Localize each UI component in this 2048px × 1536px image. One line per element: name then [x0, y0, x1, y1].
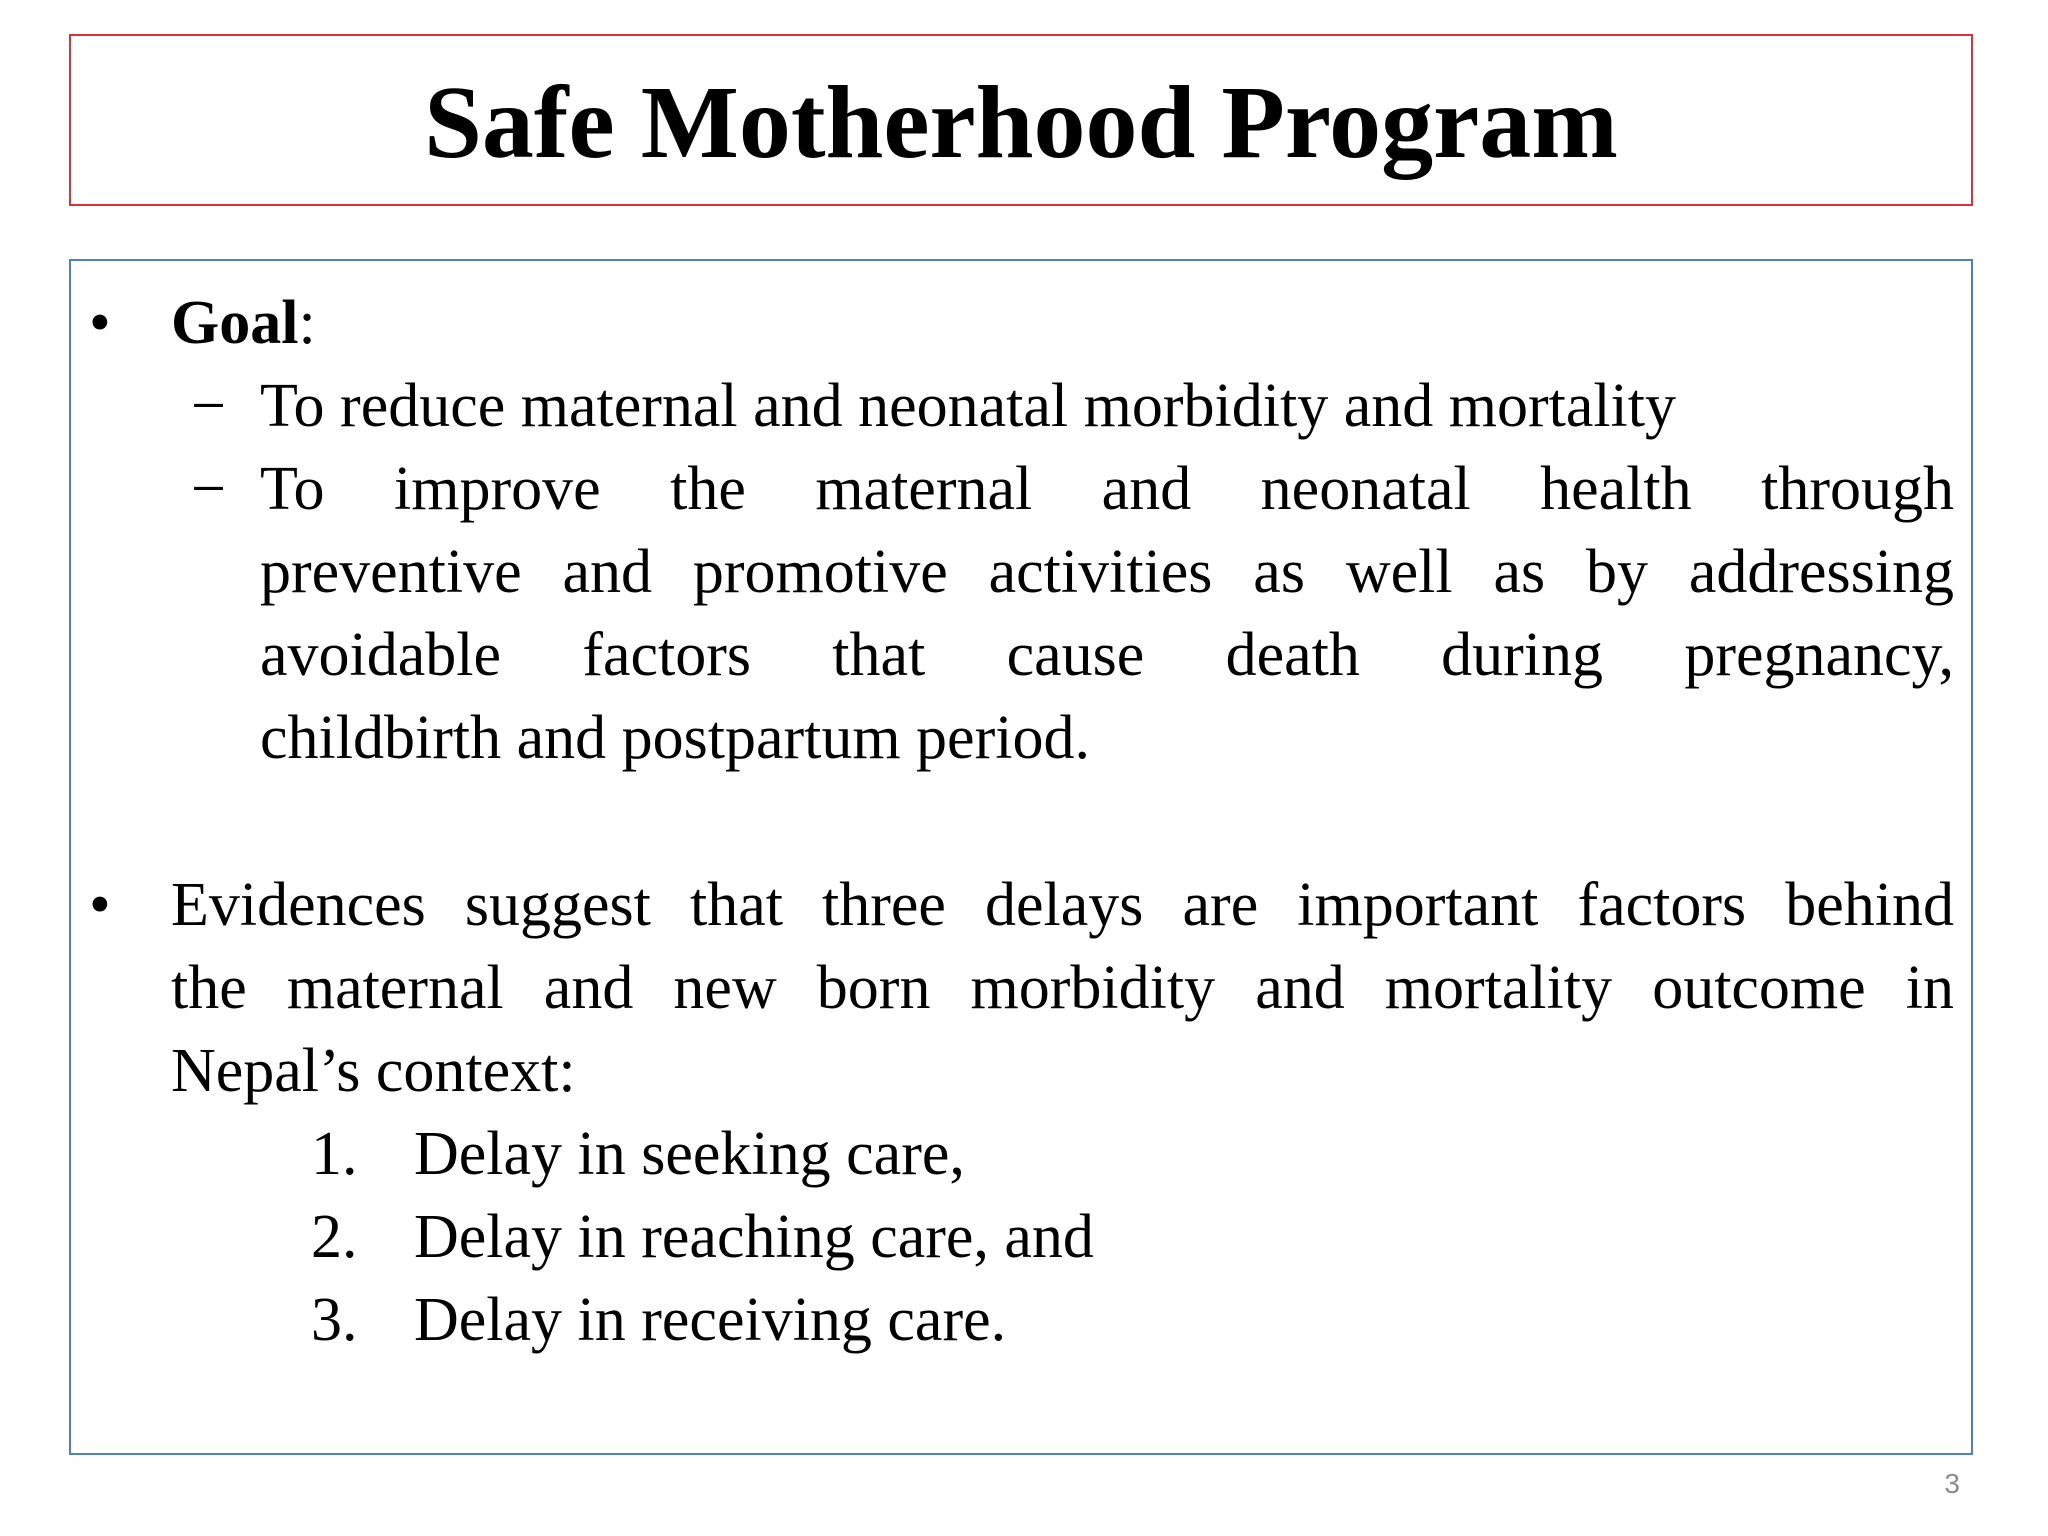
content-box: [69, 259, 1973, 1455]
page-number: 3: [1944, 1468, 1960, 1499]
title-box: [69, 34, 1973, 206]
goal-item-2-line: preventive and promotive activities as well as by addressing: [260, 538, 1954, 606]
delay-text: Delay in reaching care, and: [414, 1203, 1094, 1271]
delay-number: 3.: [311, 1286, 358, 1354]
delay-item: [71, 1196, 1971, 1279]
evidence-line: Evidences suggest that three delays are important factors behind: [171, 871, 1954, 939]
dash-icon: −: [191, 455, 226, 523]
evidence-line: Nepal’s context:: [171, 1037, 576, 1105]
delay-item: [71, 1279, 1971, 1362]
goal-heading: Goal: [171, 289, 299, 357]
bullet-icon: •: [89, 871, 111, 939]
slide-title: Safe Motherhood Program: [424, 65, 1618, 180]
evidence-text: [171, 864, 1954, 1113]
delay-text: Delay in receiving care.: [414, 1286, 1007, 1354]
goal-item-2-line: childbirth and postpartum period.: [260, 704, 1090, 772]
bullet-icon: •: [89, 289, 111, 357]
goal-item-2-line: avoidable factors that cause death during pregnancy,: [260, 621, 1954, 689]
goal-item-2-line: To improve the maternal and neonatal health through: [260, 455, 1954, 523]
goal-item-1-text: To reduce maternal and neonatal morbidity and mortality: [260, 372, 1677, 440]
goal-colon: :: [298, 289, 316, 357]
delay-number: 2.: [311, 1203, 358, 1271]
delay-text: Delay in seeking care,: [414, 1120, 965, 1188]
goal-item-2-text: [260, 448, 1954, 780]
goal-heading-line: [171, 282, 1954, 365]
evidence-line: the maternal and new born morbidity and mortality outcome in: [171, 954, 1954, 1022]
delay-number: 1.: [311, 1120, 358, 1188]
dash-icon: −: [191, 372, 226, 440]
delay-item: [71, 1113, 1971, 1196]
